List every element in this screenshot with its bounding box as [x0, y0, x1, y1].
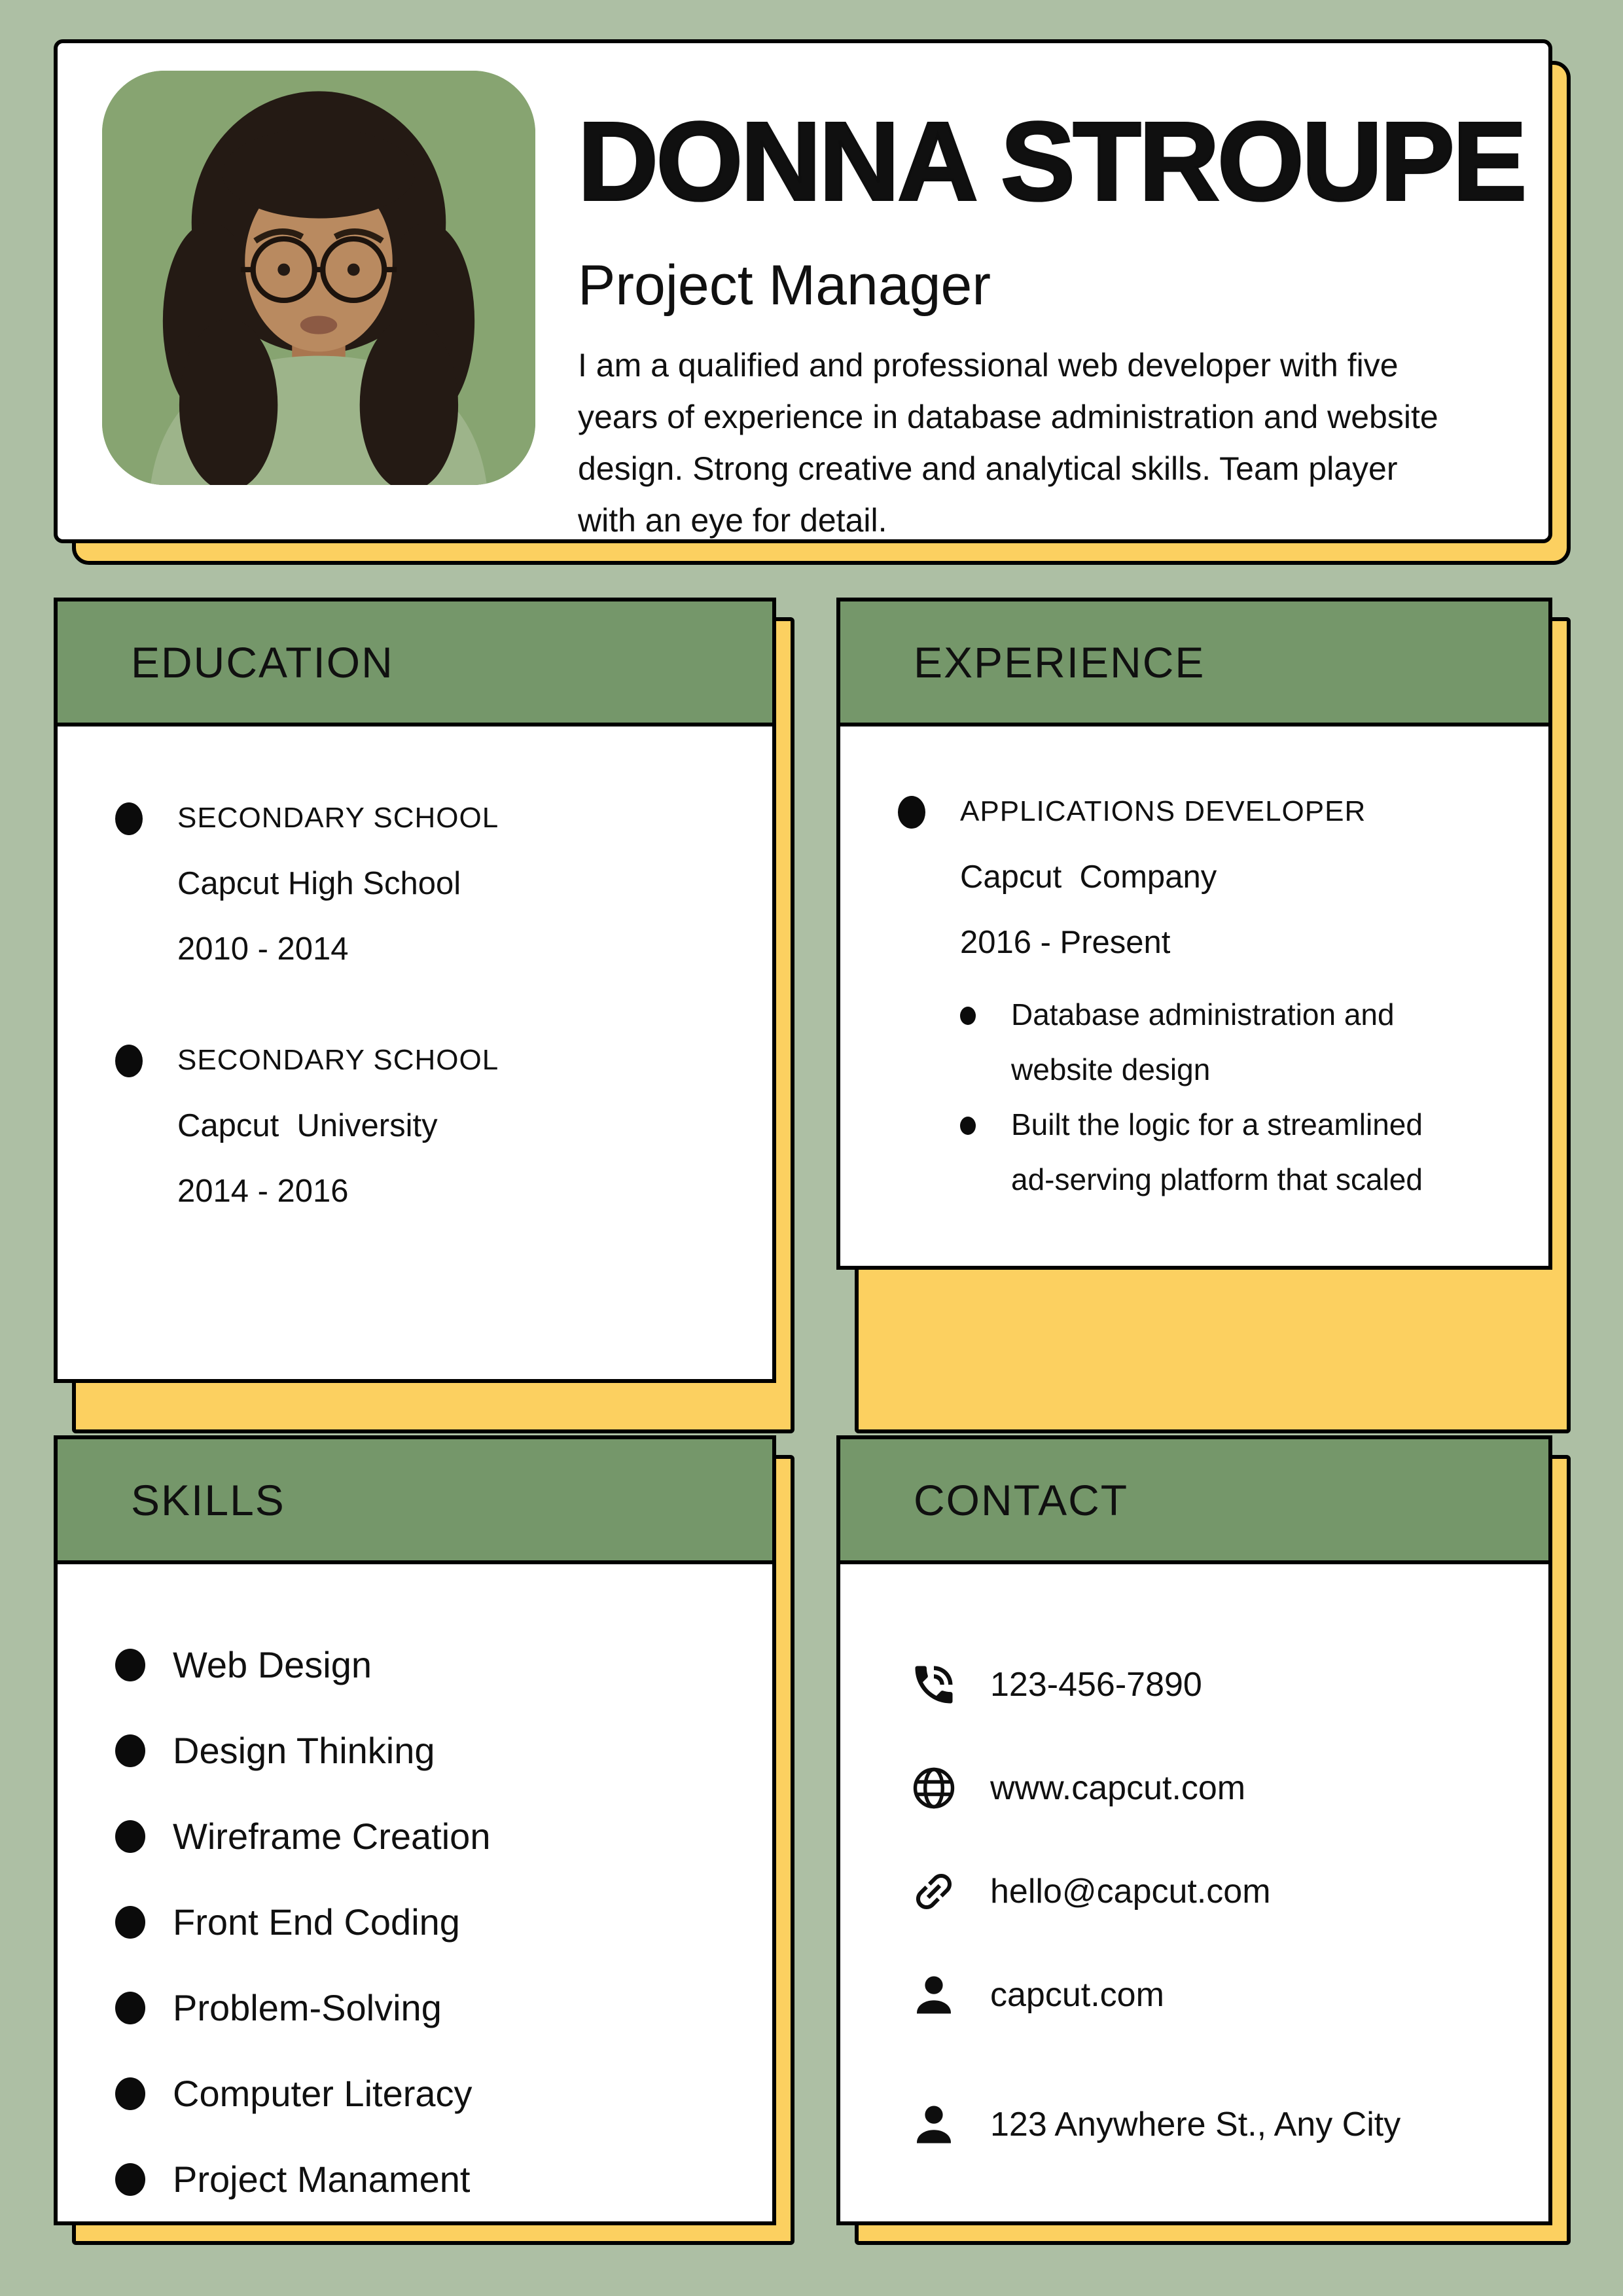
- bullet-icon: [115, 2077, 145, 2110]
- section-heading: CONTACT: [914, 1475, 1129, 1524]
- detail-text: Database administration and website design: [1011, 997, 1395, 1086]
- contact-item-email: [909, 1840, 1529, 1943]
- contact-section: [836, 1435, 1552, 2225]
- bullet-icon: [115, 2163, 145, 2196]
- degree: SECONDARY SCHOOL: [177, 802, 499, 834]
- bullet-icon: [115, 1045, 143, 1077]
- experience-item: [898, 779, 1529, 1207]
- email-address: hello@capcut.com: [990, 1873, 1271, 1910]
- bullet-icon: [115, 1649, 145, 1681]
- skill-label: Design Thinking: [173, 1730, 435, 1771]
- avatar-illustration: [102, 71, 535, 485]
- page-title: DONNA STROUPE: [578, 99, 1525, 224]
- role: APPLICATIONS DEVELOPER: [960, 795, 1366, 827]
- skill-item: [115, 2051, 753, 2136]
- profile-photo: [102, 71, 535, 485]
- experience-body: [836, 726, 1552, 1270]
- education-item: [115, 1028, 753, 1224]
- school: Capcut University: [177, 1108, 438, 1143]
- skill-item: [115, 1622, 753, 1708]
- bullet-icon: [960, 1117, 976, 1135]
- bullet-icon: [115, 802, 143, 835]
- years: 2014 - 2016: [177, 1174, 349, 1209]
- education-item: [115, 785, 753, 982]
- skill-item: [115, 2136, 753, 2222]
- skill-label: Computer Literacy: [173, 2073, 473, 2114]
- skill-item: [115, 1708, 753, 1793]
- education-section: [54, 598, 776, 1383]
- experience-section: [836, 598, 1552, 1270]
- education-header: [54, 598, 776, 726]
- experience-detail-list: [960, 987, 1529, 1207]
- header-card: [54, 39, 1552, 543]
- degree: SECONDARY SCHOOL: [177, 1044, 499, 1076]
- profile-url: capcut.com: [990, 1976, 1164, 2014]
- bullet-icon: [898, 796, 925, 829]
- section-heading: EDUCATION: [131, 637, 394, 687]
- contact-item-website: [909, 1736, 1529, 1840]
- person-icon: [909, 2100, 959, 2149]
- section-heading: EXPERIENCE: [914, 637, 1205, 687]
- experience-detail: [960, 987, 1529, 1097]
- skill-item: [115, 1965, 753, 2051]
- phone-icon: [909, 1660, 959, 1710]
- years: 2016 - Present: [960, 925, 1171, 960]
- contact-header: [836, 1435, 1552, 1564]
- years: 2010 - 2014: [177, 931, 349, 967]
- street-address: 123 Anywhere St., Any City: [990, 2106, 1401, 2144]
- skill-item: [115, 1879, 753, 1965]
- header-text-block: [578, 43, 1527, 547]
- website-url: www.capcut.com: [990, 1769, 1246, 1807]
- summary-text: I am a qualified and professional web developer with five years of experience in database administration and website design. Strong creative and analytical skills. Team player with an eye for detail.: [578, 347, 1438, 539]
- skill-label: Web Design: [173, 1644, 372, 1685]
- person-icon: [909, 1970, 959, 2020]
- skill-label: Wireframe Creation: [173, 1816, 491, 1857]
- phone-number: 123-456-7890: [990, 1666, 1202, 1704]
- bullet-icon: [115, 1992, 145, 2024]
- bullet-icon: [115, 1820, 145, 1853]
- skill-item: [115, 1793, 753, 1879]
- contact-item-address: [909, 2073, 1529, 2176]
- bullet-icon: [115, 1734, 145, 1767]
- contact-item-phone: [909, 1633, 1529, 1736]
- skill-label: Front End Coding: [173, 1901, 460, 1943]
- header-card-group: [54, 39, 1552, 543]
- skill-label: Problem-Solving: [173, 1987, 442, 2028]
- skills-section: [54, 1435, 776, 2225]
- job-title: Project Manager: [578, 253, 991, 317]
- experience-detail: [960, 1097, 1529, 1207]
- school: Capcut High School: [177, 866, 461, 901]
- skills-body: [54, 1564, 776, 2225]
- link-icon: [909, 1867, 959, 1916]
- bullet-icon: [960, 1007, 976, 1025]
- company: Capcut Company: [960, 859, 1217, 895]
- contact-body: [836, 1564, 1552, 2225]
- section-heading: SKILLS: [131, 1475, 285, 1524]
- skill-label: Project Manament: [173, 2159, 471, 2200]
- skills-header: [54, 1435, 776, 1564]
- contact-item-profile: [909, 1943, 1529, 2047]
- detail-text: Built the logic for a streamlined ad-serving platform that scaled: [1011, 1107, 1423, 1196]
- education-body: [54, 726, 776, 1383]
- bullet-icon: [115, 1906, 145, 1939]
- experience-header: [836, 598, 1552, 726]
- globe-icon: [909, 1763, 959, 1813]
